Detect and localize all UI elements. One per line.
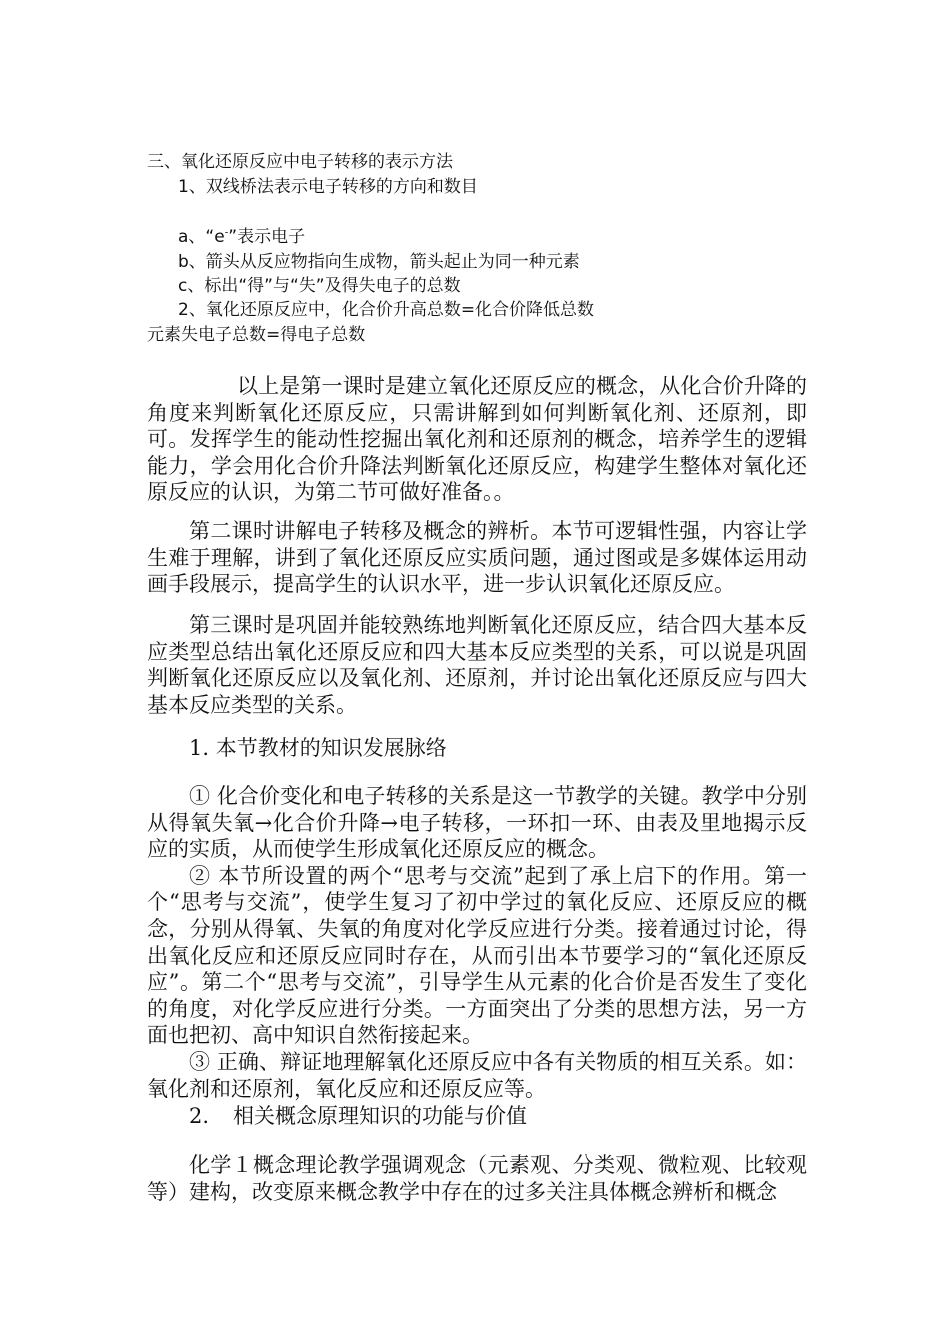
body-text-block-5 xyxy=(147,783,807,1102)
body-text-block-1 xyxy=(147,373,807,506)
body-text-block-4 xyxy=(147,735,807,762)
list-item-a xyxy=(178,226,305,249)
electron-superscript: - xyxy=(224,227,229,239)
body-text-block-2 xyxy=(147,518,807,598)
list-item-2-line2: 元素失电子总数=得电子总数 xyxy=(147,325,366,345)
list-item-b: b、箭头从反应物指向生成物，箭头起止为同一种元素 xyxy=(178,252,580,272)
paragraph-second-lesson: 第二课时讲解电子转移及概念的辨析。本节可逻辑性强，内容让学生难于理解，讲到了氧化还原反应实质问题，通过图或是多媒体运用动画手段展示，提高学生的认识水平，进一步认识氧化还原反应。 xyxy=(147,519,807,597)
list-item-a-after: ”表示电子 xyxy=(228,227,306,247)
paragraph-first-lesson: 以上是第一课时是建立氧化还原反应的概念，从化合价升降的角度来判断氧化还原反应，只需讲解到如何判断氧化剂、还原剂，即可。发挥学生的能动性挖掘出氧化剂和还原剂的概念，培养学生的逻辑能力，学会用化合价升降法判断氧化还原反应，构建学生整体对氧化还原反应的认识，为第二节可做好准备。。 xyxy=(147,374,807,505)
subheading-knowledge-development: 1. 本节教材的知识发展脉络 xyxy=(189,736,447,760)
list-item-2: 2、氧化还原反应中，化合价升高总数=化合价降低总数 xyxy=(178,300,595,320)
section-heading: 三、氧化还原反应中电子转移的表示方法 xyxy=(147,152,453,172)
subheading-number: 2. xyxy=(189,1104,210,1128)
paragraph-chemistry-concepts: 化学１概念理论教学强调观念（元素观、分类观、微粒观、比较观等）建构，改变原来概念教学中存在的过多关注具体概念辨析和概念 xyxy=(147,1153,807,1204)
list-item-1: 1、双线桥法表示电子转移的方向和数目 xyxy=(178,177,478,197)
subheading-text: 相关概念原理知识的功能与价值 xyxy=(233,1104,528,1128)
body-text-block-7 xyxy=(147,1152,807,1205)
paragraph-third-lesson: 第三课时是巩固并能较熟练地判断氧化还原反应，结合四大基本反应类型总结出氧化还原反应和四大基本反应类型的关系，可以说是巩固判断氧化还原反应以及氧化剂、还原剂，并讨论出氧化还原反应与四大基本反应类型的关系。 xyxy=(147,613,807,717)
body-text-block-6 xyxy=(147,1103,807,1130)
list-item-c: c、标出“得”与“失”及得失电子的总数 xyxy=(178,276,461,296)
list-item-a-before: a、“e xyxy=(178,227,225,247)
point-3: ③ 正确、辩证地理解氧化还原反应中各有关物质的相互关系。如：氧化剂和还原剂，氧化反应和还原反应等。 xyxy=(147,1049,807,1101)
body-text-block-3 xyxy=(147,612,807,718)
subheading-function-value xyxy=(147,1103,807,1130)
point-2: ② 本节所设置的两个“思考与交流”起到了承上启下的作用。第一个“思考与交流”，使学生复习了初中学过的氧化反应、还原反应的概念，分别从得氧、失氧的角度对化学反应进行分类。接着通过讨论，得出氧化反应和还原反应同时存在，从而引出本节要学习的“氧化还原反应”。第二个“思考与交流”，引导学生从元素的化合价是否发生了变化的角度，对化学反应进行分类。一方面突出了分类的思想方法，另一方面也把初、高中知识自然衔接起来。 xyxy=(147,863,807,1048)
point-1: ① 化合价变化和电子转移的关系是这一节教学的关键。教学中分别从得氧失氧→化合价升降→电子转移，一环扣一环、由表及里地揭示反应的实质，从而使学生形成氧化还原反应的概念。 xyxy=(147,784,807,862)
